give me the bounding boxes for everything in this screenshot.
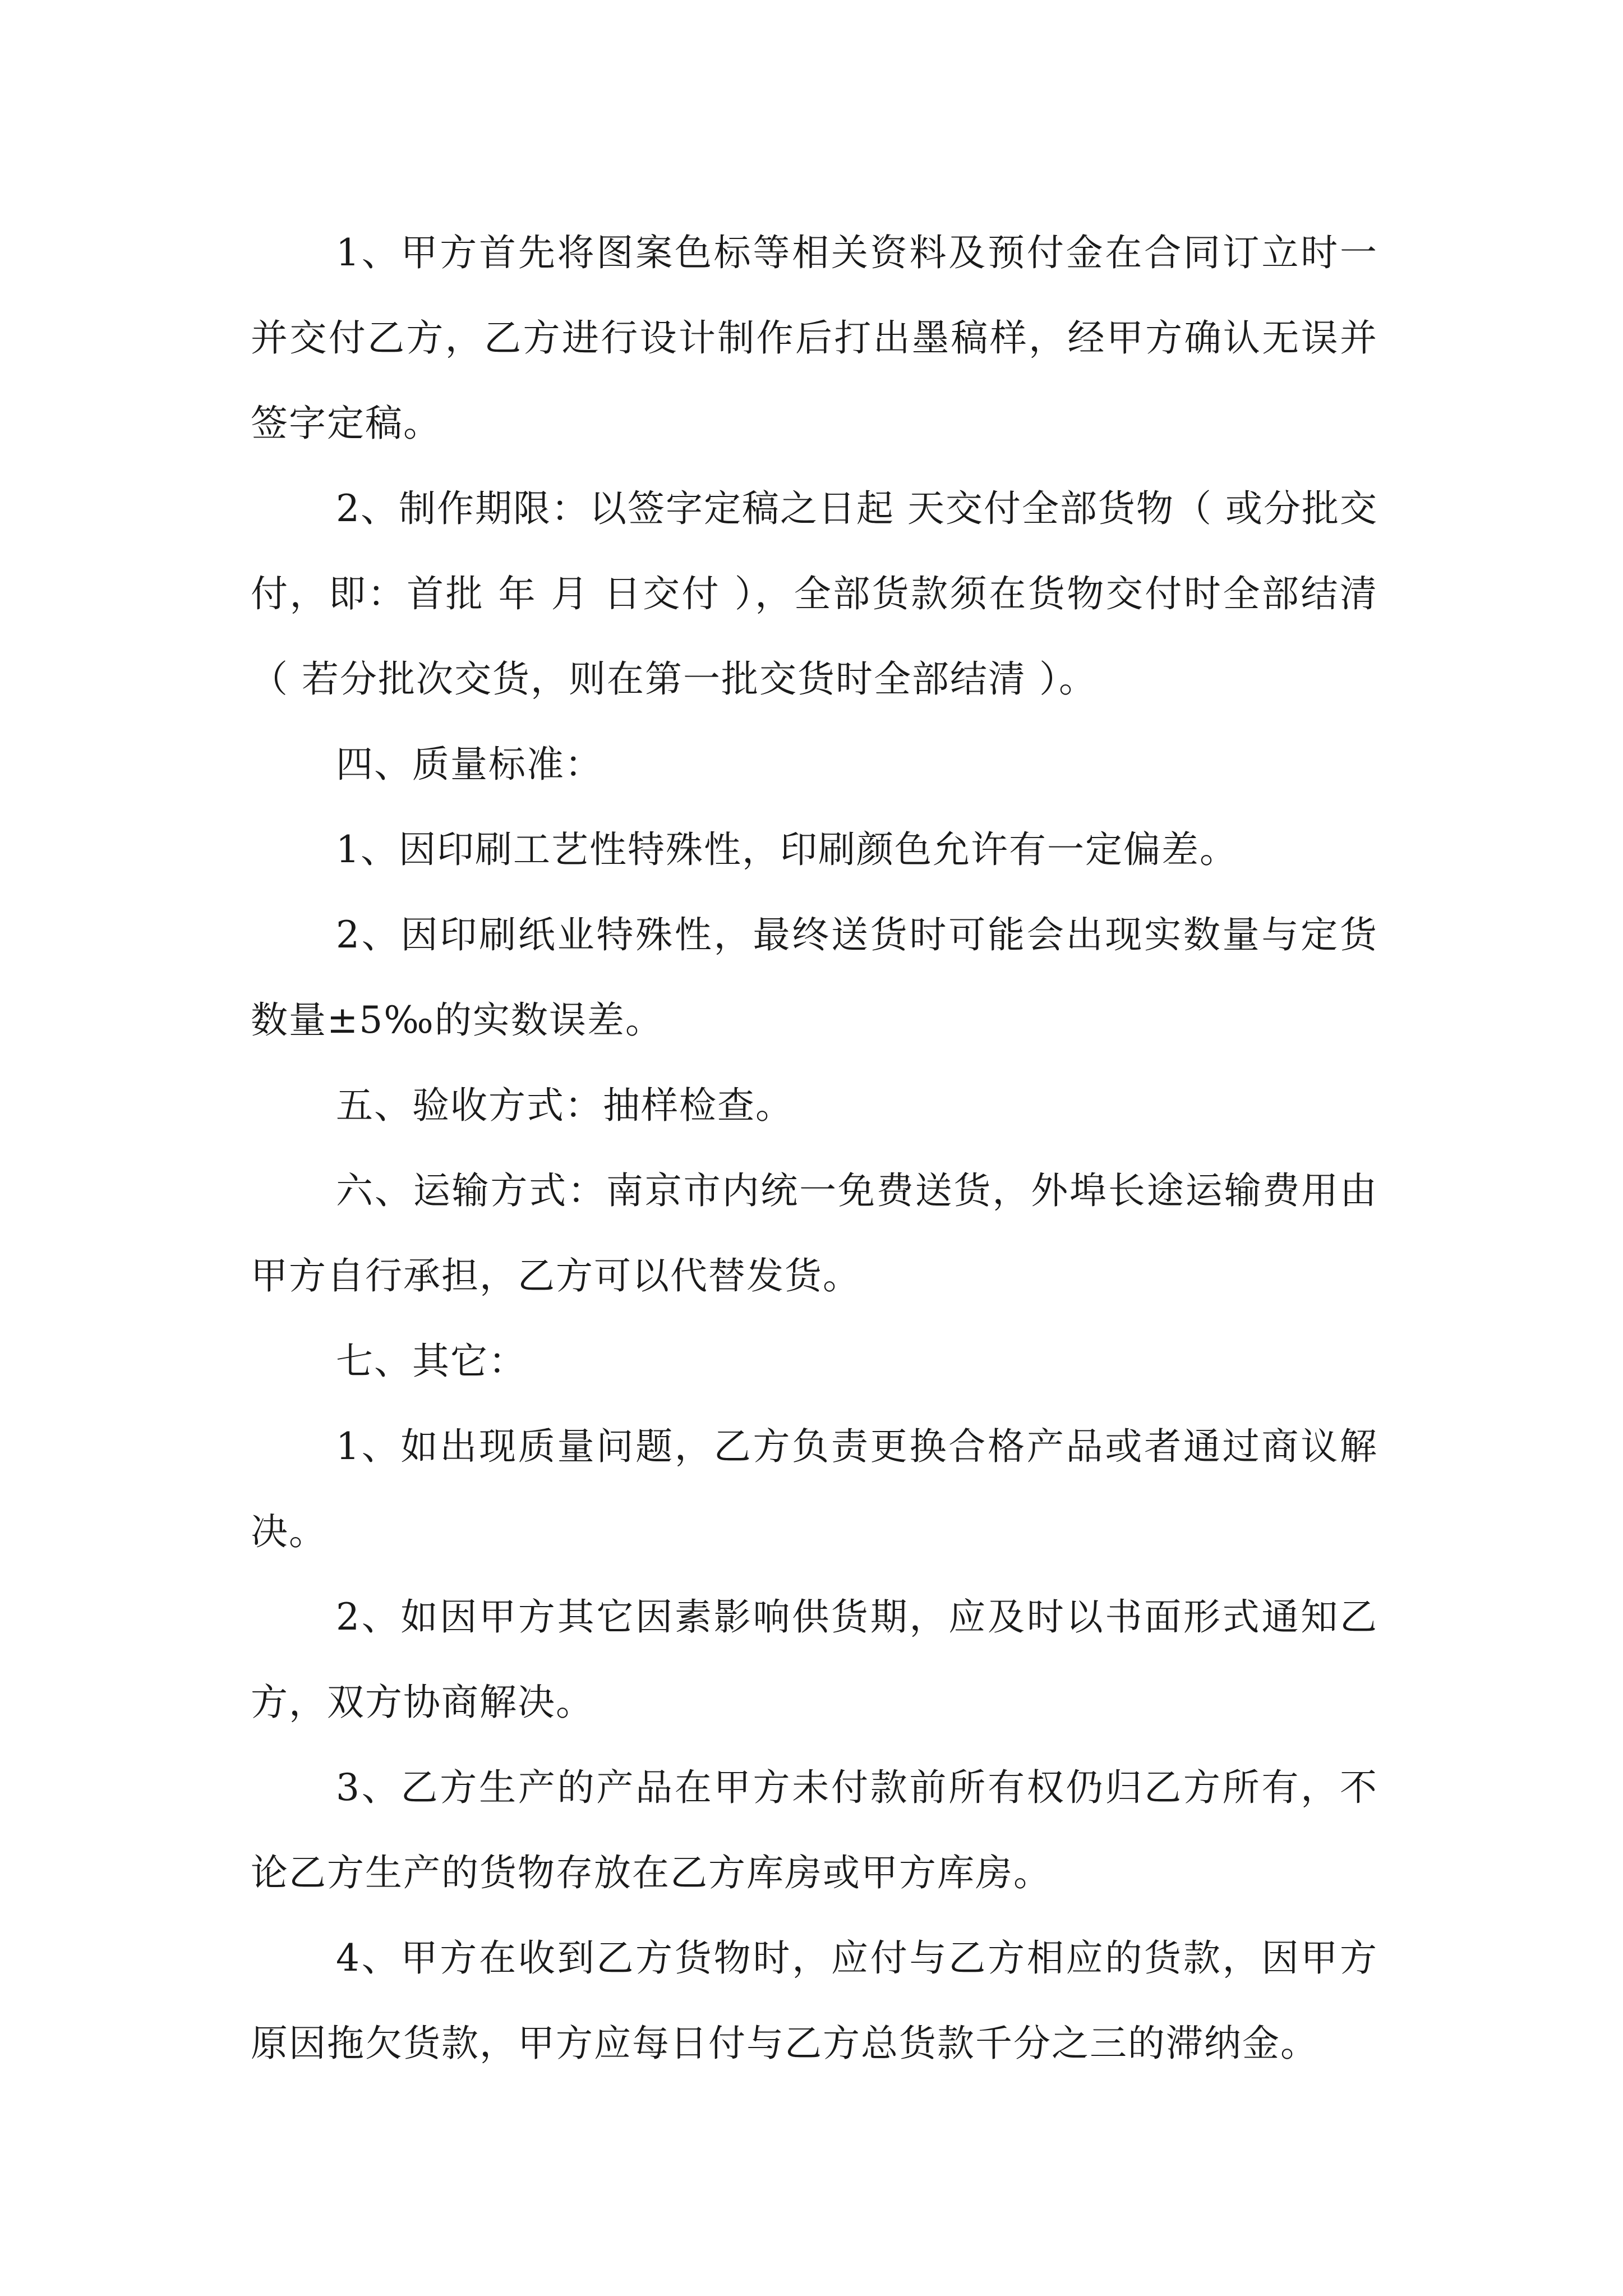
paragraph-other-3: 3、乙方生产的产品在甲方未付款前所有权仍归乙方所有，不论乙方生产的货物存放在乙方库房或甲方库房。 [251, 1766, 1378, 1894]
section-heading-quality: 四、质量标准： [336, 743, 603, 786]
paragraph-other-2: 2、如因甲方其它因素影响供货期，应及时以书面形式通知乙方，双方协商解决。 [251, 1595, 1378, 1724]
paragraph-1: 1、甲方首先将图案色标等相关资料及预付金在合同订立时一并交付乙方，乙方进行设计制作后打出墨稿样，经甲方确认无误并签字定稿。 [251, 231, 1378, 445]
section-heading-other: 七、其它： [336, 1340, 527, 1383]
paragraph-quality-2: 2、因印刷纸业特殊性，最终送货时可能会出现实数量与定货数量±5‰的实数误差。 [251, 913, 1378, 1042]
paragraph-2: 2、制作期限：以签字定稿之日起 天交付全部货物（ 或分批交付，即：首批 年 月 日交付 ），全部货款须在货物交付时全部结清（ 若分批次交货，则在第一批交货时全部结清 ）。 [251, 487, 1378, 701]
paragraph-other-1: 1、如出现质量问题，乙方负责更换合格产品或者通过商议解决。 [251, 1425, 1378, 1553]
section-heading-transport: 六、运输方式：南京市内统一免费送货，外埠长途运输费用由甲方自行承担，乙方可以代替发货。 [251, 1169, 1378, 1297]
paragraph-quality-1: 1、因印刷工艺性特殊性，印刷颜色允许有一定偏差。 [336, 828, 1238, 871]
paragraph-other-4: 4、甲方在收到乙方货物时，应付与乙方相应的货款，因甲方原因拖欠货款，甲方应每日付与乙方总货款千分之三的滞纳金。 [251, 1936, 1378, 2065]
section-heading-acceptance: 五、验收方式：抽样检查。 [336, 1084, 794, 1127]
document-body [251, 210, 1378, 2086]
